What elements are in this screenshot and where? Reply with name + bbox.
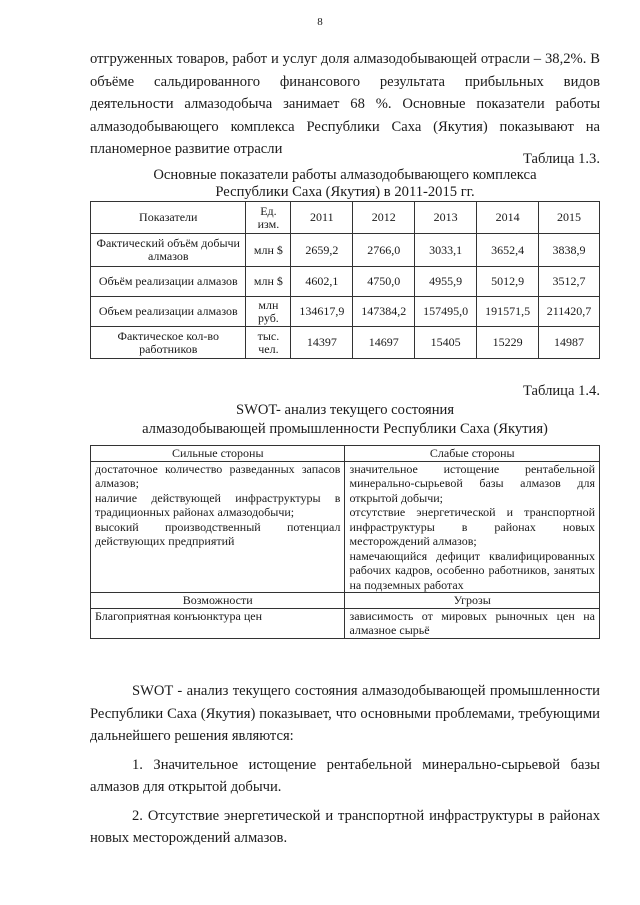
table1-caption-line2: Республики Саха (Якутия) в 2011-2015 гг.: [215, 184, 475, 200]
weakness-item: отсутствие энергетической и транспортной инфраструктуры в районах новых месторождений алмазов;: [349, 505, 595, 548]
table-row: [91, 234, 600, 267]
value-cell: 191571,5: [477, 297, 539, 327]
value-cell: 134617,9: [291, 297, 353, 327]
header-cell: 2011: [291, 202, 353, 234]
threat-item: зависимость от мировых рыночных цен на алмазное сырьё: [349, 608, 595, 637]
value-cell: 2659,2: [291, 234, 353, 267]
table2-caption-line1: SWOT- анализ текущего состояния: [235, 402, 455, 418]
value-cell: 211420,7: [539, 297, 600, 327]
value-cell: 157495,0: [415, 297, 477, 327]
table1-caption-line1: Основные показатели работы алмазодобывающего комплекса: [153, 167, 537, 183]
value-cell: 14397: [291, 327, 353, 359]
strength-item: высокий производственный потенциал действующих предприятий: [95, 519, 341, 548]
unit-cell: млн $: [246, 234, 291, 267]
intro-text: отгруженных товаров, работ и услуг доля алмазодобывающей отрасли – 38,2%. В объёме сальдированного финансового результата прибыльных видов деятельности алмазодобыча занимает 68 %. Основные показатели работы алмазодобывающего комплекса Республики Саха (Якутия) показывают на планомерное развитие отрасли: [90, 51, 600, 157]
header-cell: Показатели: [91, 202, 246, 234]
value-cell: 4602,1: [291, 267, 353, 297]
weaknesses-header: Слабые стороны: [345, 446, 600, 462]
value-cell: 5012,9: [477, 267, 539, 297]
unit-cell: млн руб.: [246, 297, 291, 327]
swot-content-row: [91, 608, 600, 638]
table-row: [91, 297, 600, 327]
value-cell: 4955,9: [415, 267, 477, 297]
table2-label: Таблица 1.4.: [522, 383, 600, 399]
strengths-header: Сильные стороны: [91, 446, 345, 462]
intro-paragraph: [90, 48, 600, 161]
header-cell: 2012: [353, 202, 415, 234]
row-label: Фактический объём добычи алмазов: [91, 234, 246, 267]
value-cell: 147384,2: [353, 297, 415, 327]
strength-item: достаточное количество разведанных запасов алмазов;: [95, 461, 341, 490]
value-cell: 15229: [477, 327, 539, 359]
indicators-table: [90, 201, 600, 359]
header-cell: 2014: [477, 202, 539, 234]
value-cell: 3512,7: [539, 267, 600, 297]
row-label: Объем реализации алмазов: [91, 297, 246, 327]
problem-item: 1. Значительное истощение рентабельной минерально-сырьевой базы алмазов для открытой добычи.: [90, 756, 600, 795]
problem-item: 2. Отсутствие энергетической и транспортной инфраструктуры в районах новых месторождений алмазов.: [90, 807, 600, 846]
unit-cell: млн $: [246, 267, 291, 297]
conclusion-paragraph: SWOT - анализ текущего состояния алмазодобывающей промышленности Республики Саха (Якутия) показывает, что основными проблемами, требующими дальнейшего решения являются:: [90, 683, 600, 744]
value-cell: 15405: [415, 327, 477, 359]
weakness-item: значительное истощение рентабельной минерально-сырьевой базы алмазов для открытой добычи;: [349, 461, 595, 505]
swot-content-row: [91, 461, 600, 593]
value-cell: 2766,0: [353, 234, 415, 267]
row-label: Фактическое кол-во работников: [91, 327, 246, 359]
page-number: 8: [317, 16, 323, 28]
table-header-row: [91, 202, 600, 234]
value-cell: 4750,0: [353, 267, 415, 297]
header-cell: Ед. изм.: [246, 202, 291, 234]
header-cell: 2015: [539, 202, 600, 234]
swot-header-row: [91, 446, 600, 462]
value-cell: 3033,1: [415, 234, 477, 267]
table-row: [91, 327, 600, 359]
weakness-item: намечающийся дефицит квалифицированных рабочих кадров, особенно работников, занятых на подземных работах: [349, 548, 595, 592]
strengths-cell: [91, 461, 345, 593]
conclusion-section: [90, 680, 600, 850]
strength-item: наличие действующей инфраструктуры в традиционных районах алмазодобычи;: [95, 490, 341, 519]
unit-cell: тыс. чел.: [246, 327, 291, 359]
opportunity-item: Благоприятная конъюнктура цен: [95, 608, 263, 623]
swot-header-row: [91, 593, 600, 609]
weaknesses-cell: [345, 461, 600, 593]
threats-header: Угрозы: [345, 593, 600, 609]
header-cell: 2013: [415, 202, 477, 234]
row-label: Объём реализации алмазов: [91, 267, 246, 297]
table2-caption-line2: алмазодобывающей промышленности Республики Саха (Якутия): [142, 421, 548, 437]
value-cell: 3652,4: [477, 234, 539, 267]
table-row: [91, 267, 600, 297]
threats-cell: [345, 608, 600, 638]
value-cell: 14987: [539, 327, 600, 359]
value-cell: 14697: [353, 327, 415, 359]
value-cell: 3838,9: [539, 234, 600, 267]
opportunities-cell: [91, 608, 345, 638]
table1-label: Таблица 1.3.: [522, 151, 600, 167]
swot-table: [90, 445, 600, 639]
opportunities-header: Возможности: [91, 593, 345, 609]
